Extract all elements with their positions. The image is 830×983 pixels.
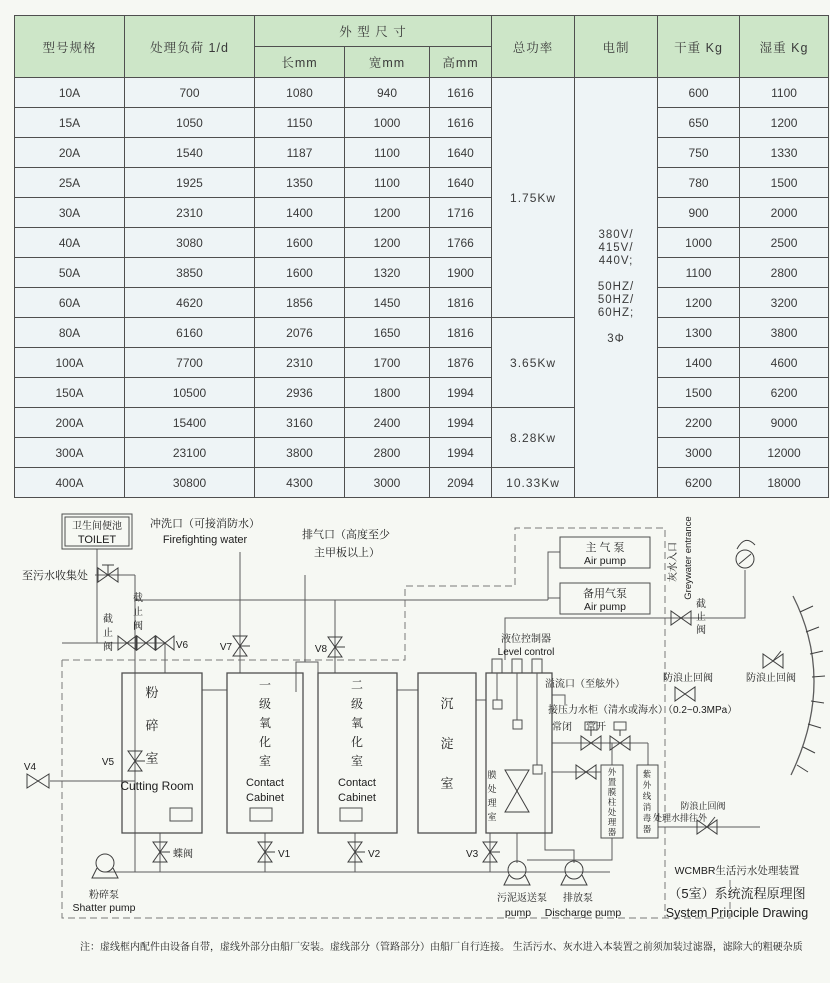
table-cell: 1200 [658,288,740,318]
table-cell: 4300 [255,468,345,498]
table-cell: 2000 [740,198,829,228]
uv-sterilizer-box [637,765,658,838]
sedimentation-tank [418,673,476,833]
table-cell: 4620 [125,288,255,318]
col-header-power: 总功率 [492,16,575,78]
power-cell: 1.75Kw [492,78,575,318]
flush-inlet-label-cn: 冲洗口（可接消防水） [150,518,260,530]
col-header-wet-weight: 湿重 Kg [740,16,829,78]
valve-v7 [233,636,250,656]
valve-v3 [483,842,500,862]
table-cell: 1700 [345,348,430,378]
table-cell: 15A [15,108,125,138]
table-cell: 1716 [430,198,492,228]
table-cell: 1450 [345,288,430,318]
table-cell: 12000 [740,438,829,468]
discharge-pump-symbol [561,861,587,885]
table-cell: 2400 [345,408,430,438]
table-cell: 50A [15,258,125,288]
table-cell: 3080 [125,228,255,258]
table-cell: 1816 [430,288,492,318]
table-cell: 6160 [125,318,255,348]
valve-v8 [328,637,345,657]
table-cell: 60A [15,288,125,318]
table-cell: 3160 [255,408,345,438]
table-cell: 80A [15,318,125,348]
table-cell: 1800 [345,378,430,408]
table-cell: 1616 [430,108,492,138]
table-cell: 300A [15,438,125,468]
table-cell: 940 [345,78,430,108]
toilet-label-en: TOILET [77,534,117,546]
table-cell: 1640 [430,138,492,168]
main-air-pump-box [560,537,650,568]
table-cell: 1640 [430,168,492,198]
valve-v5 [128,751,145,771]
electric-line: 60HZ; [597,307,635,319]
footnote: 注：虚线框内配件由设备自带，虚线外部分由船厂安装。虚线部分（管路部分）由船厂自行连接。 生活污水、灰水进入本装置之前须加装过滤器，滤除大的粗硬杂质 [80,942,803,953]
greywater-deck-fitting-icon [736,540,755,568]
normally-closed-label: 常闭 [552,722,572,733]
table-cell: 700 [125,78,255,108]
table-cell: 10A [15,78,125,108]
table-cell: 30800 [125,468,255,498]
equipment-boundary-dashed [62,528,730,918]
table-cell: 9000 [740,408,829,438]
table-cell: 1350 [255,168,345,198]
electric-line: 440V; [598,255,634,267]
table-cell: 1400 [255,198,345,228]
table-cell: 400A [15,468,125,498]
table-row [15,318,829,348]
table-cell: 1616 [430,78,492,108]
table-row [15,378,829,408]
table-cell: 7700 [125,348,255,378]
uv-sterilizer-label: 紫外线消毒器 [642,769,652,834]
electric-line: 50HZ/ [597,294,635,306]
table-cell: 23100 [125,438,255,468]
table-cell: 25A [15,168,125,198]
shatter-pump-label-en: Shatter pump [72,902,136,914]
stop-valve-label-1: 截止阀 [103,614,113,653]
hull-side-shell [791,596,825,775]
first-oxidation-label-cn: 一级氧化室 [258,678,272,768]
table-cell: 1856 [255,288,345,318]
table-row [15,348,829,378]
power-cell: 3.65Kw [492,318,575,408]
table-cell: 1100 [345,138,430,168]
table-cell: 1600 [255,258,345,288]
table-cell: 6200 [658,468,740,498]
motor-valve-no [610,722,630,750]
table-cell: 2800 [345,438,430,468]
external-membrane-label: 外置膜柱处理器 [607,767,617,837]
table-cell: 1994 [430,408,492,438]
v5-label: V5 [101,757,115,768]
backup-air-pump-box [560,583,650,614]
col-header-length: 长mm [255,47,345,78]
table-cell: 1200 [345,228,430,258]
antiwave-check-valve-inner [675,687,695,701]
v7-label: V7 [219,642,233,653]
treated-out-label: 处理水排往外 [653,813,708,823]
table-cell: 1100 [740,78,829,108]
stop-valve-label-3: 截止阀 [696,599,706,636]
valve-v2 [348,842,365,862]
table-cell: 1766 [430,228,492,258]
vent-label-line2: 主甲板以上） [314,547,380,559]
membrane-tank [486,659,552,833]
second-oxidation-label-en1: Contact [338,777,376,789]
col-header-width: 宽mm [345,47,430,78]
col-header-dimensions: 外 型 尺 寸 [255,16,492,47]
table-cell: 1300 [658,318,740,348]
power-cell: 8.28Kw [492,408,575,468]
shatter-pump-label-cn: 粉碎泵 [89,890,119,901]
shredding-tank [120,673,202,833]
external-membrane-box [601,765,623,838]
v4-label: V4 [23,762,37,773]
spec-table-body [15,78,829,498]
table-cell: 1994 [430,438,492,468]
table-cell: 3800 [740,318,829,348]
sedimentation-label-cn: 沉淀室 [440,696,454,791]
table-cell: 10500 [125,378,255,408]
sewage-collect-valve [98,565,118,582]
table-row [15,78,829,108]
pressure-water-label: 接压力水柜（清水或海水）（0.2~0.3MPa） [548,705,738,716]
second-oxidation-label-cn: 二级氧化室 [350,678,364,768]
table-row [15,228,829,258]
table-cell: 1600 [255,228,345,258]
table-cell: 3850 [125,258,255,288]
level-control-label-en: Level control [497,647,555,658]
table-cell: 1900 [430,258,492,288]
antiwave-label-hull: 防浪止回阀 [746,673,796,684]
col-header-dry-weight: 干重 Kg [658,16,740,78]
table-cell: 1925 [125,168,255,198]
system-principle-diagram [0,495,830,983]
butterfly-valve-label: 蝶阀 [173,849,193,860]
diagram-labels [22,516,808,953]
table-cell: 1816 [430,318,492,348]
table-cell: 1876 [430,348,492,378]
second-oxidation-tank [318,673,397,833]
table-row [15,198,829,228]
table-cell: 2200 [658,408,740,438]
table-cell: 1320 [345,258,430,288]
v8-label: V8 [314,644,328,655]
table-cell: 1400 [658,348,740,378]
table-cell: 4600 [740,348,829,378]
table-cell: 2500 [740,228,829,258]
electric-cell [575,78,658,498]
table-cell: 1187 [255,138,345,168]
table-cell: 1080 [255,78,345,108]
table-cell: 2310 [255,348,345,378]
antiwave-label-treated: 防浪止回阀 [680,801,726,811]
table-cell: 2936 [255,378,345,408]
shredding-tank-label-en: Cutting Room [120,779,194,793]
table-cell: 1000 [345,108,430,138]
table-cell: 2094 [430,468,492,498]
table-cell: 1100 [658,258,740,288]
shatter-pump-symbol [92,854,118,878]
table-row [15,468,829,498]
table-cell: 1540 [125,138,255,168]
table-cell: 200A [15,408,125,438]
table-cell: 100A [15,348,125,378]
antiwave-label-inner: 防浪止回阀 [663,673,713,684]
electric-line [575,320,657,333]
table-cell: 1200 [740,108,829,138]
electric-line [575,268,657,281]
table-cell: 3800 [255,438,345,468]
table-cell: 1650 [345,318,430,348]
table-cell: 750 [658,138,740,168]
second-oxidation-label-en2: Cabinet [338,792,376,804]
table-cell: 1330 [740,138,829,168]
table-cell: 600 [658,78,740,108]
v3-label: V3 [466,849,479,860]
drawing-title-cn2: （5室）系统流程原理图 [668,886,806,901]
spec-table [14,15,829,498]
col-header-height: 高mm [430,47,492,78]
valve-v4 [27,774,49,788]
table-cell: 150A [15,378,125,408]
table-cell: 30A [15,198,125,228]
overflow-label: 溢流口（至舷外） [545,679,625,690]
table-cell: 1200 [345,198,430,228]
electric-line: 415V/ [598,242,634,254]
butterfly-valve [153,842,170,862]
power-cell: 10.33Kw [492,468,575,498]
table-cell: 20A [15,138,125,168]
table-cell: 3200 [740,288,829,318]
col-header-electric: 电制 [575,16,658,78]
normally-open-label: 常开 [586,722,606,733]
table-row [15,108,829,138]
table-cell: 40A [15,228,125,258]
table-cell: 2310 [125,198,255,228]
main-air-pump-label-en: Air pump [583,555,627,567]
v2-label: V2 [368,849,381,860]
discharge-pump-label-en: Discharge pump [544,907,622,919]
table-cell: 18000 [740,468,829,498]
electric-line: 380V/ [598,229,634,241]
col-header-load: 处理负荷 1/d [125,16,255,78]
table-cell: 1994 [430,378,492,408]
membrane-room-label: 膜处理室 [487,770,497,822]
table-cell: 1050 [125,108,255,138]
level-control-label-cn: 液位控制器 [501,634,551,645]
backup-air-pump-label-cn: 备用气泵 [583,588,627,600]
v1-label: V1 [278,849,291,860]
table-cell: 900 [658,198,740,228]
greywater-label-en: Greywater entrance [683,516,694,600]
backup-air-pump-label-en: Air pump [583,601,627,613]
flush-inlet-label-en: Firefighting water [162,534,248,546]
table-row [15,288,829,318]
table-cell: 1000 [658,228,740,258]
table-cell: 6200 [740,378,829,408]
table-cell: 3000 [345,468,430,498]
table-cell: 1500 [740,168,829,198]
sludge-return-pump-symbol [504,861,530,885]
table-cell: 1500 [658,378,740,408]
main-air-pump-label-cn: 主 气 泵 [585,542,625,554]
first-oxidation-label-en2: Cabinet [246,792,284,804]
electric-line: 3Φ [607,333,625,345]
vent-label-line1: 排气口（高度至少 [302,529,390,541]
shredding-tank-label-cn: 粉碎室 [145,685,159,766]
table-cell: 1150 [255,108,345,138]
stop-valve-label-2: 截止阀 [133,593,143,632]
table-cell: 1100 [345,168,430,198]
drawing-title-en: System Principle Drawing [665,906,809,920]
toilet-label-cn: 卫生间便池 [72,521,122,532]
table-row [15,408,829,438]
greywater-label-cn: 灰水入口 [668,542,679,582]
to-sewage-collect-label: 至污水收集处 [22,570,88,582]
table-cell: 2800 [740,258,829,288]
table-row [15,138,829,168]
table-row [15,258,829,288]
table-row [15,168,829,198]
sludge-pump-label-en: pump [504,907,532,919]
table-cell: 650 [658,108,740,138]
table-row [15,438,829,468]
drawing-title-cn1: WCMBR生活污水处理装置 [674,865,800,877]
antiwave-check-valve-hull [763,651,783,668]
first-oxidation-label-en1: Contact [246,777,284,789]
table-cell: 2076 [255,318,345,348]
v6-label: V6 [175,640,189,651]
table-cell: 780 [658,168,740,198]
electric-line: 50HZ/ [597,281,635,293]
table-cell: 15400 [125,408,255,438]
table-cell: 3000 [658,438,740,468]
valve-v1 [258,842,275,862]
discharge-pump-label-cn: 排放泵 [563,893,593,904]
col-header-model: 型号规格 [15,16,125,78]
sludge-pump-label-cn: 污泥返送泵 [497,893,547,904]
first-oxidation-tank [227,673,303,833]
toilet-box [62,514,132,549]
